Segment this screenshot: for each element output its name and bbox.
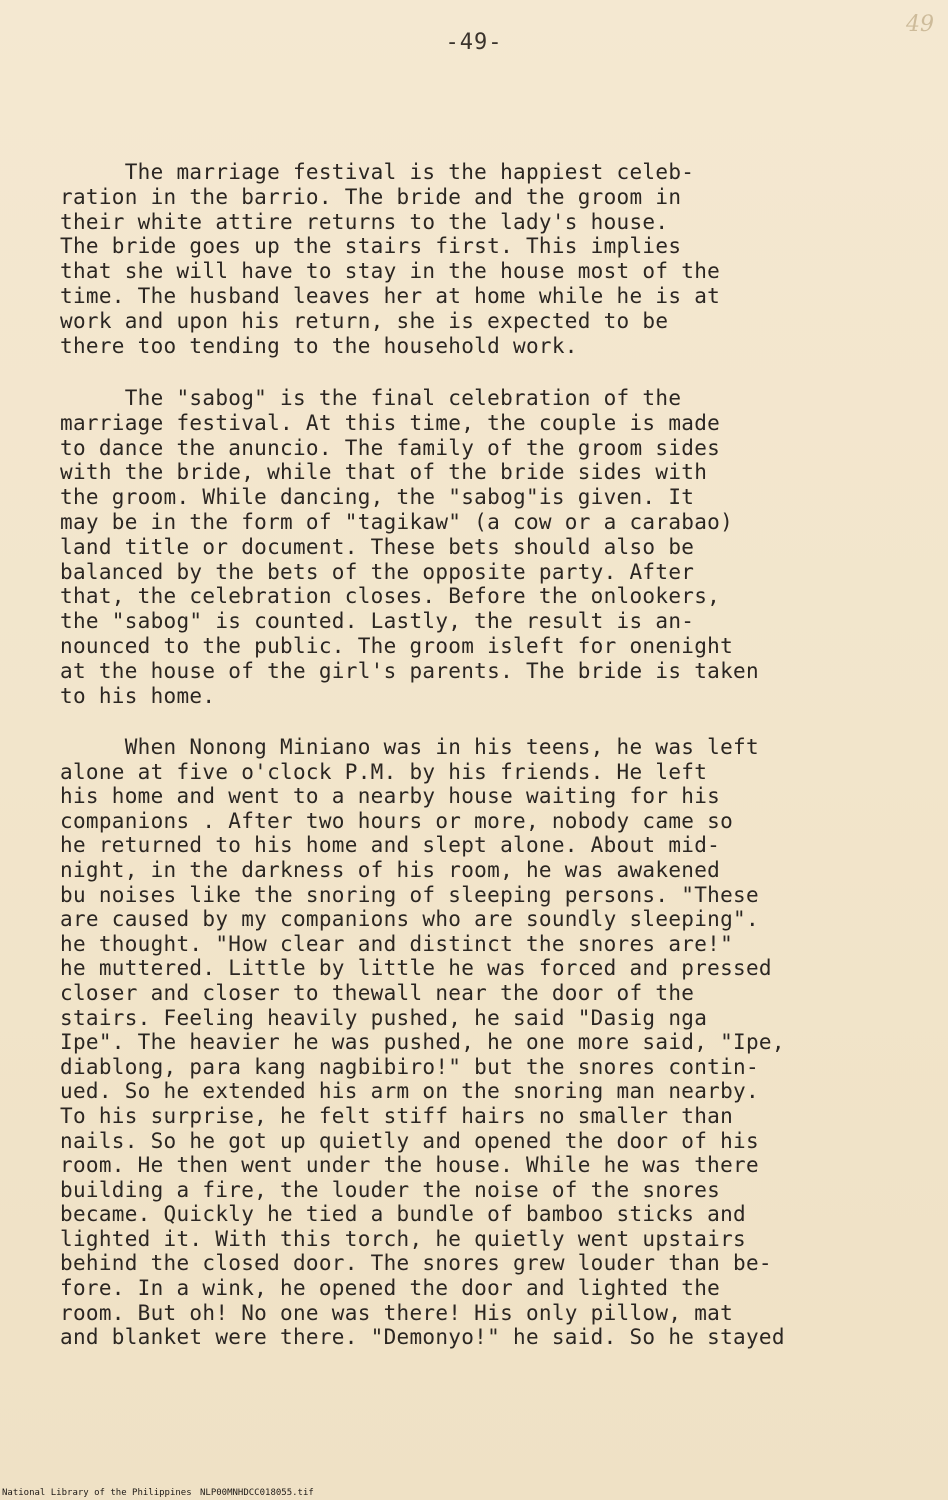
- handwritten-page-number: 49: [906, 12, 934, 37]
- text-line: work and upon his return, she is expected to be: [60, 308, 669, 333]
- text-line: time. The husband leaves her at home while he is at: [60, 283, 721, 308]
- text-line: balanced by the bets of the opposite party. After: [60, 559, 695, 584]
- text-line: ration in the barrio. The bride and the groom in: [60, 184, 682, 209]
- text-line: behind the closed door. The snores grew louder than be-: [60, 1251, 772, 1276]
- scan-footer: [0, 1482, 948, 1500]
- text-line: building a fire, the louder the noise of the snores: [60, 1177, 721, 1202]
- text-line: lighted it. With this torch, he quietly went upstairs: [60, 1226, 746, 1251]
- text-line: became. Quickly he tied a bundle of bamboo sticks and: [60, 1202, 746, 1227]
- text-line: night, in the darkness of his room, he was awakened: [60, 857, 721, 882]
- text-line: land title or document. These bets should also be: [60, 534, 695, 559]
- text-line: closer and closer to thewall near the door of the: [60, 980, 695, 1005]
- page-number: -49-: [445, 30, 503, 55]
- text-line: that, the celebration closes. Before the onlookers,: [60, 584, 721, 609]
- text-line: he returned to his home and slept alone. About mid-: [60, 833, 721, 858]
- footer-library-name: National Library of the Philippines: [2, 1488, 192, 1498]
- text-line: bu noises like the snoring of sleeping persons. "These: [60, 882, 759, 907]
- text-line: alone at five o'clock P.M. by his friends. He left: [60, 759, 708, 784]
- text-line: nails. So he got up quietly and opened the door of his: [60, 1128, 759, 1153]
- text-line: there too tending to the household work.: [60, 333, 578, 358]
- text-line: room. He then went under the house. While he was there: [60, 1153, 759, 1178]
- text-line: ued. So he extended his arm on the snoring man nearby.: [60, 1079, 759, 1104]
- text-line: their white attire returns to the lady's house.: [60, 209, 669, 234]
- text-line: to his home.: [60, 683, 216, 708]
- paragraph-sabog: [60, 386, 759, 708]
- text-line: he thought. "How clear and distinct the snores are!": [60, 931, 734, 956]
- text-line: are caused by my companions who are soundly sleeping".: [60, 907, 759, 932]
- text-line: stairs. Feeling heavily pushed, he said "Dasig nga: [60, 1005, 708, 1030]
- text-line: When Nonong Miniano was in his teens, he was left: [60, 735, 759, 759]
- text-line: The marriage festival is the happiest celeb-: [60, 160, 695, 184]
- text-line: and blanket were there. "Demonyo!" he said. So he stayed: [60, 1325, 785, 1350]
- text-line: that she will have to stay in the house most of the: [60, 259, 721, 284]
- paragraph-marriage-festival: [60, 160, 720, 358]
- text-line: companions . After two hours or more, nobody came so: [60, 808, 734, 833]
- text-line: To his surprise, he felt stiff hairs no smaller than: [60, 1103, 734, 1128]
- text-line: the groom. While dancing, the "sabog"is given. It: [60, 485, 695, 510]
- text-line: the "sabog" is counted. Lastly, the result is an-: [60, 609, 695, 634]
- text-line: The bride goes up the stairs first. This implies: [60, 234, 682, 259]
- footer-filename: NLP00MNHDCC018055.tif: [200, 1488, 314, 1498]
- text-line: he muttered. Little by little he was forced and pressed: [60, 956, 772, 981]
- text-line: Ipe". The heavier he was pushed, he one more said, "Ipe,: [60, 1030, 785, 1055]
- text-line: room. But oh! No one was there! His only pillow, mat: [60, 1300, 734, 1325]
- paragraph-nonong-miniano: [60, 735, 785, 1350]
- text-line: diablong, para kang nagbibiro!" but the snores contin-: [60, 1054, 759, 1079]
- text-line: at the house of the girl's parents. The bride is taken: [60, 658, 759, 683]
- text-line: his home and went to a nearby house waiting for his: [60, 784, 721, 809]
- text-line: to dance the anuncio. The family of the groom sides: [60, 435, 721, 460]
- text-line: fore. In a wink, he opened the door and lighted the: [60, 1276, 721, 1301]
- text-line: marriage festival. At this time, the couple is made: [60, 410, 721, 435]
- text-line: may be in the form of "tagikaw" (a cow or a carabao): [60, 509, 734, 534]
- text-line: nounced to the public. The groom isleft for onenight: [60, 633, 734, 658]
- text-line: with the bride, while that of the bride sides with: [60, 460, 708, 485]
- text-line: The "sabog" is the final celebration of the: [60, 386, 682, 410]
